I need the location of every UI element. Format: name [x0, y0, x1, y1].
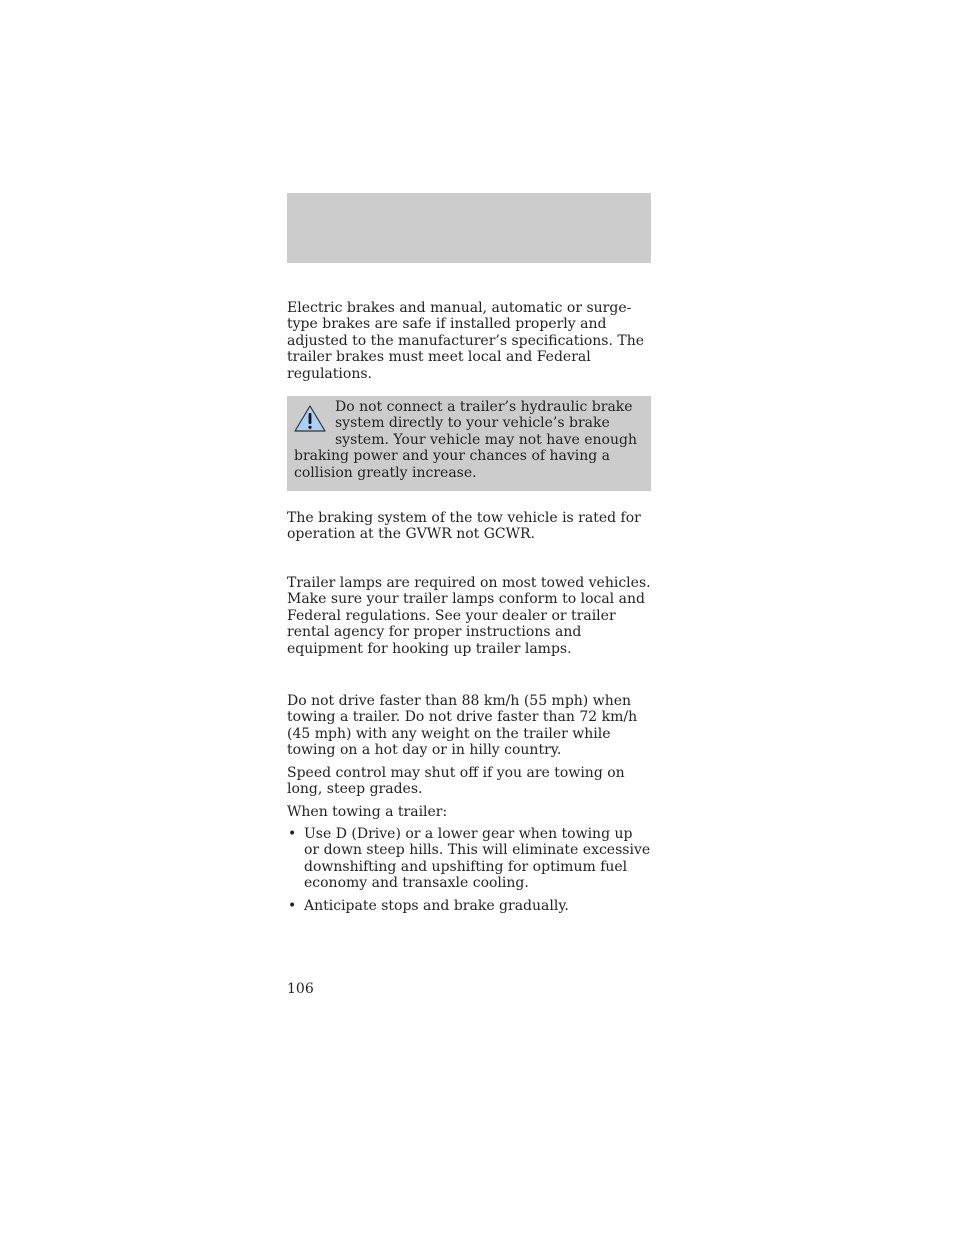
towing-tips-list — [287, 826, 651, 914]
section-header-band — [287, 193, 651, 263]
bullet-icon: • — [288, 826, 297, 842]
speed-control-paragraph: Speed control may shut off if you are towing on long, steep grades. — [287, 765, 625, 798]
braking-system-paragraph: The braking system of the tow vehicle is rated for operation at the GVWR not GCWR. — [287, 510, 641, 543]
list-item-text: Anticipate stops and brake gradually. — [304, 897, 569, 914]
electric-brakes-paragraph: Electric brakes and manual, automatic or surge-type brakes are safe if installed properly and adjusted to the manufacturer’s specifications. The trailer brakes must meet local and Federal regulations. — [287, 300, 645, 382]
list-item-text: Use D (Drive) or a lower gear when towing up or down steep hills. This will eliminate excessive downshifting and upshifting for optimum fuel economy and transaxle cooling. — [304, 826, 651, 892]
speed-limits-paragraph: Do not drive faster than 88 km/h (55 mph) when towing a trailer. Do not drive faster than 72 km/h (45 mph) with any weight on the trailer while towing on a hot day or in hilly country. — [287, 693, 638, 759]
list-item — [287, 826, 651, 892]
warning-box — [287, 396, 651, 491]
warning-triangle-icon — [293, 404, 327, 434]
trailer-lamps-paragraph: Trailer lamps are required on most towed vehicles. Make sure your trailer lamps conform to local and Federal regulations. See your dealer or trailer rental agency for proper instructions and equipment for hooking up trailer lamps. — [287, 575, 651, 657]
bullet-icon: • — [288, 897, 297, 914]
warning-text: Do not connect a trailer’s hydraulic brake system directly to your vehicle’s brake system. Your vehicle may not have enough braking power and your chances of having a collision greatly increase. — [294, 399, 637, 481]
page-number: 106 — [287, 981, 314, 997]
list-item — [287, 898, 651, 914]
when-towing-paragraph: When towing a trailer: — [287, 804, 448, 820]
